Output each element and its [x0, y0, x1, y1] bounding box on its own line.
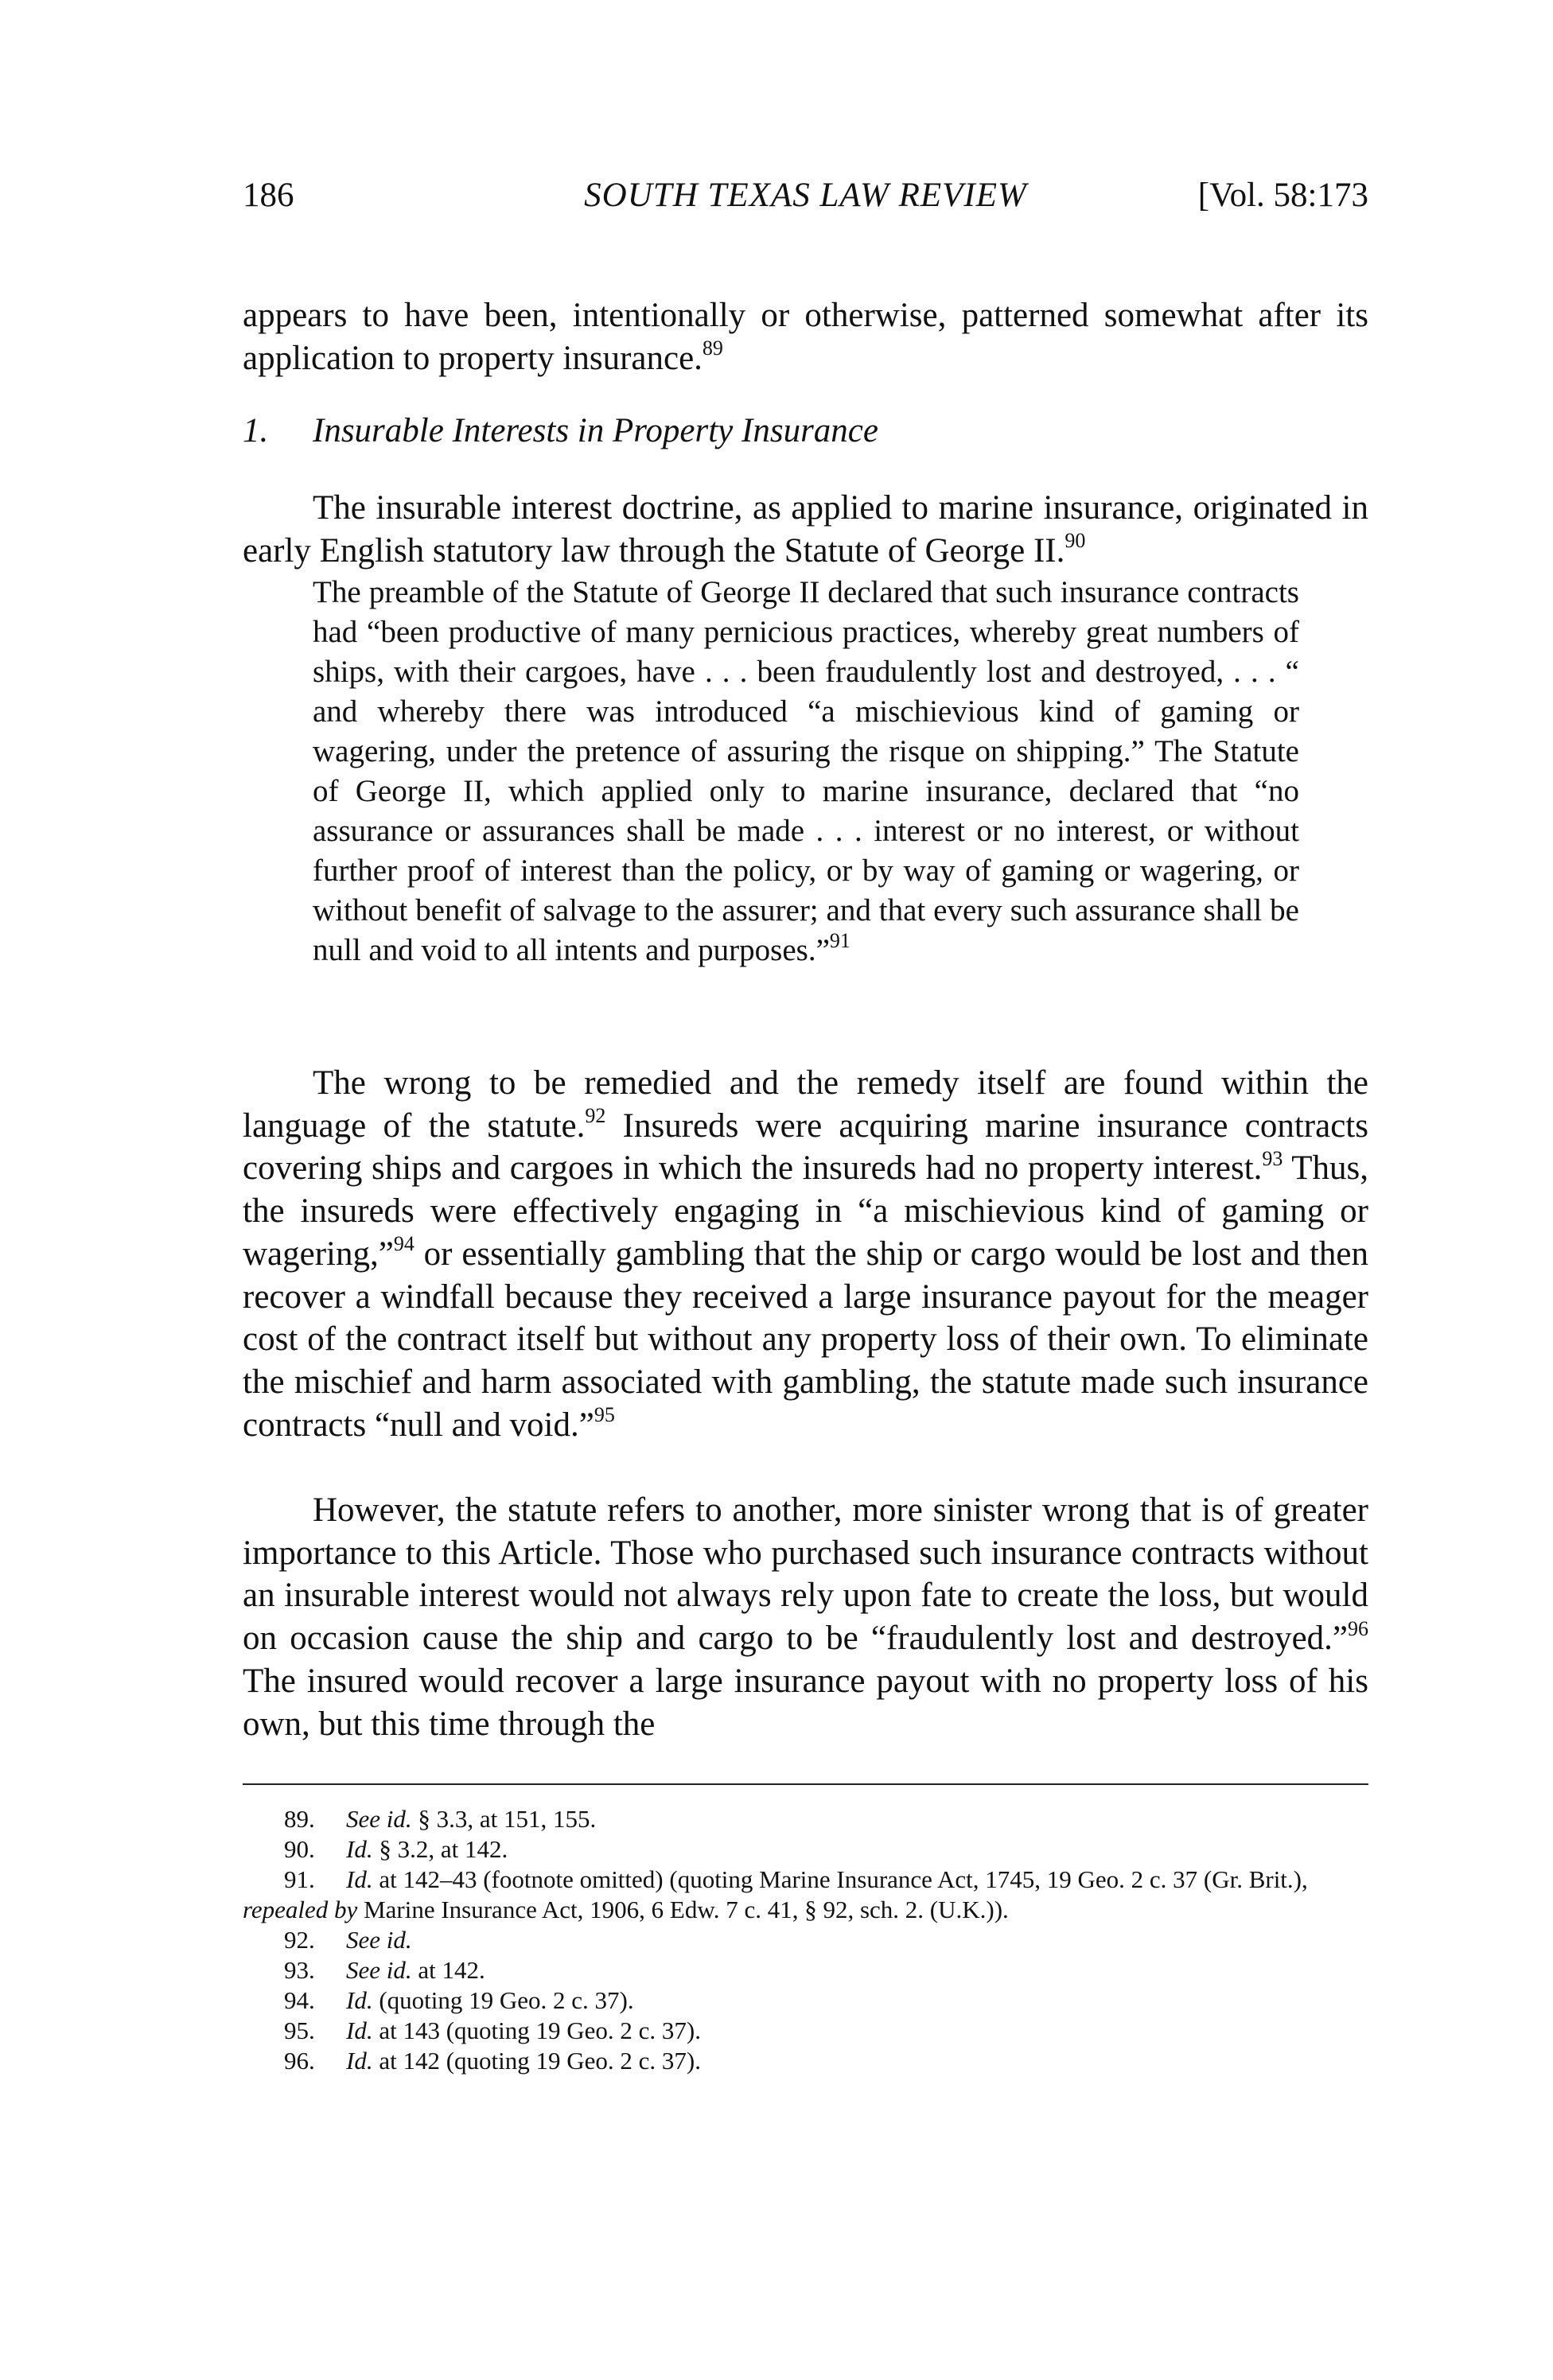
paragraph-3-text-b: The insured would recover a large insurance payout with no property loss of his own, but this time through the	[243, 1662, 1368, 1743]
footnote-ref-95[interactable]: 95	[594, 1403, 615, 1427]
running-head	[243, 172, 1368, 220]
intro-paragraph	[243, 294, 1368, 379]
paragraph-2-text-c: Thus, the insureds were effectively engaging in “a mischievious kind of gaming or wagering,”	[243, 1149, 1368, 1273]
footnotes	[243, 1804, 1368, 2076]
block-quote-text: The preamble of the Statute of George II declared that such insurance contracts had “been productive of many pernicious practices, whereby great numbers of ships, with their cargoes, have . . . been fraudulently lost and destroyed, . . . “ and whereby there was introduced “a mischievious kind of gaming or wagering, under the pretence of assuring the risque on shipping.” The Statute of George II, which applied only to marine insurance, declared that “no assurance or assurances shall be made . . . interest or no interest, or without further proof of interest than the policy, or by way of gaming or wagering, or without benefit of salvage to the assurer; and that every such assurance shall be null and void to all intents and purposes.”	[313, 575, 1299, 967]
paragraph-3	[243, 1489, 1368, 1745]
footnote-ref-92[interactable]: 92	[585, 1104, 606, 1128]
page-number: 186	[243, 177, 294, 214]
footnote-ref-89[interactable]: 89	[702, 336, 723, 360]
footnote-92: 92. See id.	[284, 1926, 412, 1954]
footnote-90: 90. Id. § 3.2, at 142.	[284, 1835, 508, 1863]
volume-citation: [Vol. 58:173	[1197, 177, 1368, 214]
footnote-ref-90[interactable]: 90	[1065, 529, 1086, 553]
footnote-96: 96. Id. at 142 (quoting 19 Geo. 2 c. 37).	[284, 2047, 701, 2075]
block-quote	[313, 573, 1299, 970]
footnote-95: 95. Id. at 143 (quoting 19 Geo. 2 c. 37).	[284, 2016, 701, 2044]
footnote-ref-94[interactable]: 94	[393, 1232, 415, 1256]
journal-title: SOUTH TEXAS LAW REVIEW	[584, 177, 1027, 214]
footnote-89: 89. See id. § 3.3, at 151, 155.	[284, 1805, 597, 1833]
page	[243, 0, 1368, 2380]
paragraph-2-text-d: or essentially gambling that the ship or cargo would be lost and then recover a windfall because they received a large insurance payout for the meager cost of the contract itself but without any property loss of their own. To eliminate the mischief and harm associated with gambling, the statute made such insurance contracts “null and void.”	[243, 1235, 1368, 1444]
footnote-91: 91. Id. at 142–43 (footnote omitted) (quoting Marine Insurance Act, 1745, 19 Geo. 2 c. 37 (Gr. Brit.), repealed by Marine Insurance Act, 1906, 6 Edw. 7 c. 41, § 92, sch. 2. (U.K.)).	[243, 1865, 1308, 1923]
footnote-94: 94. Id. (quoting 19 Geo. 2 c. 37).	[284, 1986, 634, 2014]
footnote-ref-91[interactable]: 91	[829, 929, 850, 952]
paragraph-2-text-b: Insureds were acquiring marine insurance contracts covering ships and cargoes in which the insureds had no property interest.	[243, 1106, 1368, 1188]
footnote-93: 93. See id. at 142.	[284, 1956, 485, 1984]
section-heading	[243, 407, 878, 455]
section-number: 1.	[243, 412, 269, 449]
paragraph-3-text-a: However, the statute refers to another, more sinister wrong that is of greater importance to this Article. Those who purchased such insurance contracts without an insurable interest would not always rely upon fate to create the loss, but would on occasion cause the ship and cargo to be “fraudulently lost and destroyed.”	[243, 1491, 1368, 1658]
paragraph-1-text: The insurable interest doctrine, as applied to marine insurance, originated in early English statutory law through the Statute of George II.	[243, 489, 1368, 570]
paragraph-1	[243, 487, 1368, 572]
paragraph-2	[243, 1062, 1368, 1446]
footnote-ref-96[interactable]: 96	[1348, 1616, 1368, 1640]
intro-text: appears to have been, intentionally or otherwise, patterned somewhat after its application to property insurance.	[243, 297, 1368, 377]
paragraph-2-text-a: The wrong to be remedied and the remedy itself are found within the language of the statute.	[243, 1064, 1368, 1145]
section-title: Insurable Interests in Property Insurance	[313, 412, 878, 449]
footnote-divider	[243, 1783, 1368, 1785]
footnote-ref-93[interactable]: 93	[1262, 1147, 1283, 1171]
